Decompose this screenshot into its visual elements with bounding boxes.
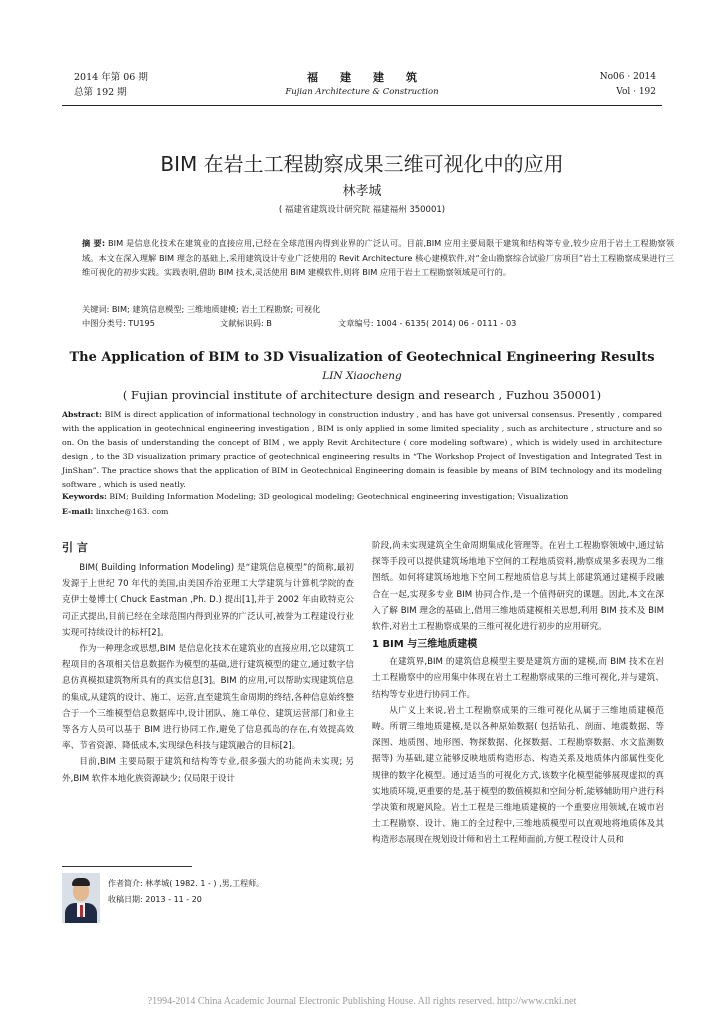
english-keywords-label: Keywords: [62, 492, 107, 501]
received-date: 收稿日期: 2013 - 11 - 20 [108, 895, 202, 904]
author-affiliation: ( 福建省建筑设计研究院 福建福州 350001) [278, 205, 446, 215]
english-author: LIN Xiaocheng [322, 370, 402, 382]
body-paragraph: 作为一种理念或思想,BIM 是信息化技术在建筑业的直接应用,它以建筑工程项目的各项相关信息数据作为模型的基础,进行建筑模型的建立,通过数字信息仿真模拟建筑物所具有的真实信息[3]。BIM 的应用,可以帮助实现建筑信息的集成,从建筑的设计、施工、运营,直至建筑生命周期的终结,各种信息始终整合于一个三维模型信息数据库中,设计团队、施工单位、建筑运营部门和业主等各方人员可以基于 BIM 进行协同工作,避免了信息孤岛的存在,有效提高效率、节省资源、降低成本,实现绿色科技与建筑融合的目标[2]。 [62, 644, 354, 752]
volume-no: Vol · 192 [616, 87, 656, 97]
copyright-notice: ?1994-2014 China Academic Journal Electronic Publishing House. All rights reserved. http://www.cnki.net [147, 996, 577, 1007]
body-paragraph: 在建筑界,BIM 的建筑信息模型主要是建筑方面的建模,而 BIM 技术在岩土工程勘察中的应用集中体现在岩土工程勘察成果的三维可视化,并与建筑、结构等专业进行协同工作。 [372, 657, 664, 700]
author-name: 林孝城 [342, 184, 382, 199]
journal-name-cn: 福建建筑 [307, 71, 439, 84]
abstract-cn-text: BIM 是信息化技术在建筑业的直接应用,已经在全球范围内得到业界的广泛认可。目前,BIM 应用主要局限于建筑和结构等专业,较少应用于岩土工程勘察领域。本文在深入理解 BIM 理念的基础上,采用建筑设计专业广泛使用的 Revit Architecture 核心建模软件,对“金山勘察综合试验厂房项目”岩土工程勘察成果进行三维可视化的初步实践。实践表明,借助 BIM 技术,灵活使用 BIM 建模软件,则将 BIM 应用于岩土工程勘察领域是可行的。 [82, 238, 675, 277]
english-abstract-label: Abstract: [62, 410, 102, 419]
body-paragraph: 目前,BIM 主要局限于建筑和结构等专业,很多强大的功能尚未实现; 另外,BIM 软件本地化族资源缺少; 仅局限于设计 [62, 757, 354, 784]
body-paragraph: BIM( Building Information Modeling) 是“建筑信息模型”的简称,最初发源于上世纪 70 年代的美国,由美国乔治亚理工大学建筑与计算机学院的查克伊士曼博士( Chuck Eastman ,Ph. D.) 提出[1],并于 2002 年由欧特克公司正式提出,目前已经在全球范围内得到业界的广泛认可,被誉为工程建设行业实现可持续设计的标杆[2]。 [62, 563, 354, 638]
volume-info [600, 70, 656, 100]
body-column-right [372, 538, 664, 849]
journal-name-en: Fujian Architecture & Construction [285, 87, 439, 97]
author-email [62, 505, 662, 519]
running-header [62, 70, 662, 106]
section-heading-1: 1 BIM 与三维地质建模 [372, 639, 478, 651]
email-text: linxche@163. com [93, 507, 169, 516]
issue-total: 总第 192 期 [74, 87, 127, 98]
keywords-cn-text: BIM; 建筑信息模型; 三维地质建模; 岩土工程勘察; 可视化 [109, 304, 321, 314]
paper-title: BIM 在岩土工程勘察成果三维可视化中的应用 [160, 152, 564, 176]
issue-no: No06 · 2014 [599, 72, 656, 82]
body-column-left [62, 538, 354, 787]
english-abstract-text: BIM is direct application of informational technology in construction industry , and has have got universal consensus. Presently , compared with the application in geotechnical engineering investigation , BIM is only applied in some limited speciality , such as architecture , structure and so on. On the basis of understanding the concept of BIM , we apply Revit Architecture ( core modeling software) , which is widely used in architecture design , to the 3D visualization primary practice of geotechnical engineering results in “The Workshop Project of Investigation and Integrated Test in JinShan”. The practice shows that the application of BIM in Geotechnical Engineering domain is feasible by means of BIM technology and its modeling software , which is used neatly. [62, 410, 662, 489]
english-keywords [62, 490, 662, 504]
clc-number: 中图分类号: TU195 [82, 318, 155, 328]
keywords-cn-label: 关键词: [82, 304, 110, 314]
english-title: The Application of BIM to 3D Visualization of Geotechnical Engineering Results [69, 350, 655, 365]
author-photo [62, 873, 100, 923]
english-abstract [62, 408, 662, 492]
author-bio: 作者简介: 林孝城( 1982. 1 - ) ,男,工程师。 [108, 879, 265, 888]
classification-row [82, 318, 674, 332]
english-affiliation: ( Fujian provincial institute of architecture design and research , Fuzhou 350001) [122, 388, 602, 402]
journal-name [62, 70, 662, 99]
footnote-divider [62, 866, 192, 867]
issue-year: 2014 年第 06 期 [74, 72, 148, 83]
document-code: 文献标识码: B [220, 318, 272, 328]
abstract-cn-label: 摘 要: [82, 238, 106, 248]
keywords-cn [82, 302, 674, 316]
article-number: 文章编号: 1004 - 6135( 2014) 06 - 0111 - 03 [338, 318, 517, 328]
email-label: E-mail: [62, 507, 94, 516]
body-paragraph: 阶段,尚未实现建筑全生命周期集成化管理等。在岩土工程勘察领域中,通过钻探等手段可以提供建筑场地地下空间的工程地质资料,勘察成果多表现为二维图纸。如何将建筑场地地下空间工程地质信息与其上部建筑通过建模手段融合在一起,实现多专业 BIM 协同合作,是一个值得研究的课题。因此,本文在深入了解 BIM 理念的基础上,借用三维地质建模相关思想,利用 BIM 技术及 BIM 软件,对岩土工程勘察成果的三维可视化进行初步的应用研究。 [372, 541, 664, 633]
abstract-cn [82, 236, 674, 280]
english-keywords-text: BIM; Building Information Modeling; 3D geological modeling; Geotechnical engineering investigation; Visualization [106, 492, 569, 501]
section-heading-intro: 引 言 [62, 541, 88, 554]
body-paragraph: 从广义上来说,岩土工程勘察成果的三维可视化从属于三维地质建模范畴。所谓三维地质建模,是以各种原始数据( 包括钻孔、剖面、地震数据、等深图、地质图、地形图、物探数据、化探数据、工程勘察数据、水文监测数据等) 为基础,建立能够反映地质构造形态、构造关系及地质体内部属性变化规律的数字化模型。通过适当的可视化方式,该数字化模型能够展现虚拟的真实地质环境,更重要的是,基于模型的数值模拟和空间分析,能够辅助用户进行科学决策和规避风险。岩土工程是三维地质建模的一个重要应用领域,在城市岩土工程勘察、设计、施工的全过程中,三维地质模型可以直观地将地质体及其构造形态展现在规划设计师和岩土工程师面前,方便工程设计人员和 [372, 705, 664, 846]
